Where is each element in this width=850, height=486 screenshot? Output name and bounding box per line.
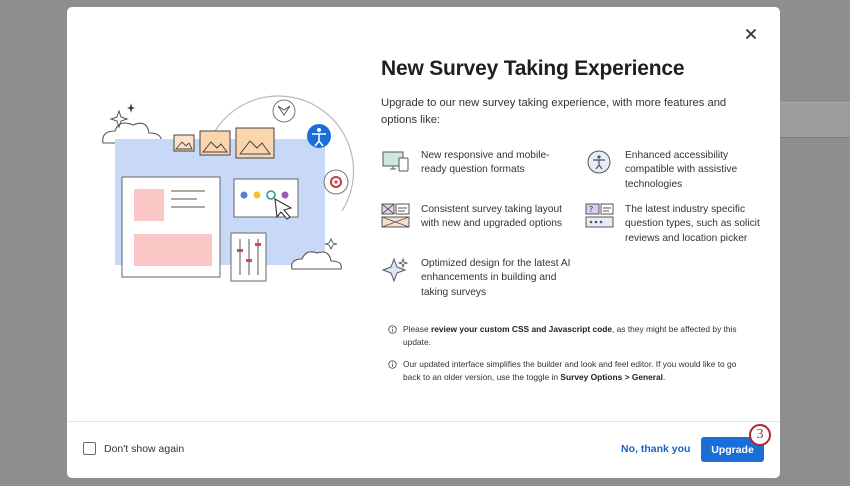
upgrade-modal [67,7,780,478]
note-text-part: , as they might be affected by this update. [403,324,737,347]
modal-title: New Survey Taking Experience [381,57,685,80]
feature-item [585,203,765,246]
feature-item [585,149,765,192]
close-icon[interactable] [744,27,758,41]
note-text-part: . [663,372,666,382]
responsive-devices-icon [381,149,411,175]
note-emphasis: Survey Options > General [560,372,664,382]
info-icon [388,325,397,334]
question-types-icon [585,203,615,229]
accessibility-icon [585,149,615,175]
note-text [403,358,756,384]
feature-text: The latest industry specific question types, such as solicit reviews and location picker [625,204,760,244]
survey-illustration [97,91,357,291]
notes-list [381,323,756,384]
ai-sparkle-icon [381,257,411,283]
modal-footer [67,421,780,478]
svg-text:?: ? [589,205,594,214]
feature-item [381,257,581,300]
modal-intro: Upgrade to our new survey taking experience, with more features and options like: [381,97,727,126]
feature-item [381,149,571,178]
step-number-badge: 3 [749,424,771,446]
feature-text: Optimized design for the latest AI enhancements in building and taking surveys [421,258,571,298]
note-text-part: Our updated interface simplifies the builder and look and feel editor. If you would like to go back to an older version, use the toggle in [403,359,737,382]
feature-text: Consistent survey taking layout with new and upgraded options [421,204,563,230]
feature-list [381,149,761,309]
note-emphasis: review your custom CSS and Javascript code [430,324,612,334]
background-panel [780,102,850,138]
feature-text: Enhanced accessibility compatible with assistive technologies [625,150,738,190]
feature-item [381,203,571,232]
note-item [381,323,756,349]
checkbox-box[interactable] [83,442,96,455]
feature-text: New responsive and mobile-ready question formats [421,150,550,176]
note-item [381,358,756,384]
modal-content [381,57,761,393]
layout-icon [381,203,411,229]
upgrade-button[interactable]: Upgrade [701,437,764,462]
dont-show-again-checkbox[interactable] [83,442,184,455]
info-icon [388,360,397,369]
dont-show-again-label[interactable]: Don't show again [104,442,185,455]
note-text [403,323,756,349]
no-thanks-button[interactable]: No, thank you [621,443,691,455]
note-text-part: Please [403,324,431,334]
